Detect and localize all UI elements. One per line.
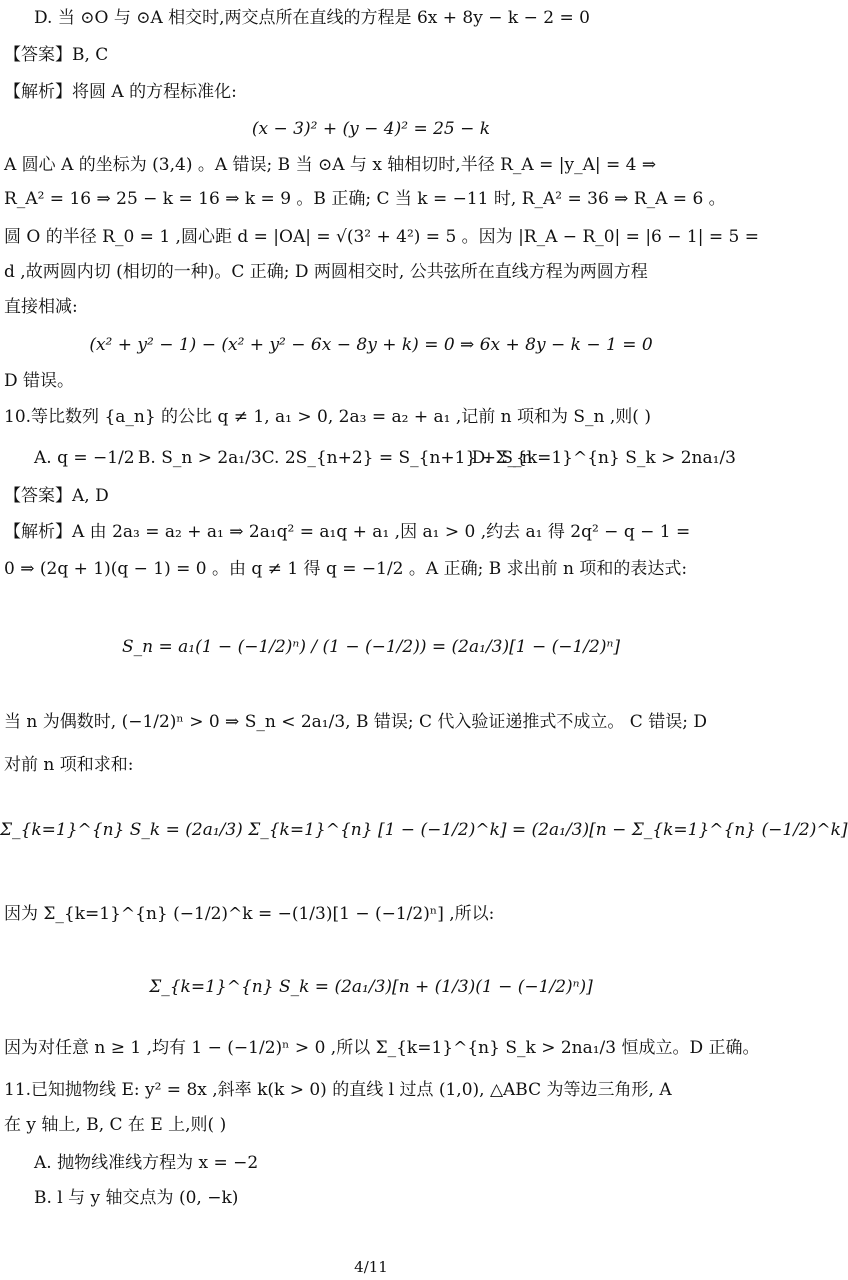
option-10-d: D. Σ_{k=1}^{n} S_k > 2na₁/3 [471,448,736,468]
analysis-intro-9: 【解析】将圆 A 的方程标准化: [4,82,237,102]
page-number: 4/11 [354,1258,388,1276]
analysis-line-d: d ,故两圆内切 (相切的一种)。C 正确; D 两圆相交时, 公共弦所在直线方程为两圆方程 [4,262,648,282]
option-10-c: C. 2S_{n+2} = S_{n+1} + S_n [261,448,533,468]
analysis-10-a-cont: 0 ⇒ (2q + 1)(q − 1) = 0 。由 q ≠ 1 得 q = −1/2 。A 正确; B 求出前 n 项和的表达式: [4,559,688,579]
equation-circle-standard: (x − 3)² + (y − 4)² = 25 − k [251,119,491,139]
analysis-10-because: 因为 Σ_{k=1}^{n} (−1/2)^k = −(1/3)[1 − (−1/2)ⁿ] ,所以: [4,904,495,924]
option-d-circle: D. 当 ⊙O 与 ⊙A 相交时,两交点所在直线的方程是 6x + 8y − k − 2 = 0 [34,8,590,28]
options-10 [34,446,736,470]
analysis-d-wrong: D 错误。 [4,371,75,391]
analysis-line-a: A 圆心 A 的坐标为 (3,4) 。A 错误; B 当 ⊙A 与 x 轴相切时,半径 R_A = |y_A| = 4 ⇒ [4,155,657,175]
equation-sum-sk: Σ_{k=1}^{n} S_k = (2a₁/3) Σ_{k=1}^{n} [1 − (−1/2)^k] = (2a₁/3)[n − Σ_{k=1}^{n} (−1/2)^k] [0,820,848,840]
analysis-line-b: R_A² = 16 ⇒ 25 − k = 16 ⇒ k = 9 。B 正确; C 当 k = −11 时, R_A² = 36 ⇒ R_A = 6 。 [4,189,726,209]
equation-sn: S_n = a₁(1 − (−1/2)ⁿ) / (1 − (−1/2)) = (2a₁/3)[1 − (−1/2)ⁿ] [121,637,621,657]
option-10-b: B. S_n > 2a₁/3 [137,448,262,468]
option-11-b: B. l 与 y 轴交点为 (0, −k) [34,1188,239,1208]
analysis-line-c: 圆 O 的半径 R_0 = 1 ,圆心距 d = |OA| = √(3² + 4²) = 5 。因为 |R_A − R_0| = |6 − 1| = 5 = [4,227,759,247]
option-10-a: A. q = −1/2 [34,448,135,468]
answer-label-10: 【答案】A, D [4,486,109,506]
option-11-a: A. 抛物线准线方程为 x = −2 [34,1153,259,1173]
question-11: 11.已知抛物线 E: y² = 8x ,斜率 k(k > 0) 的直线 l 过点 (1,0), △ABC 为等边三角形, A [4,1080,672,1100]
analysis-line-subtract: 直接相减: [4,297,78,317]
answer-label-9: 【答案】B, C [4,45,109,65]
question-10: 10.等比数列 {a_n} 的公比 q ≠ 1, a₁ > 0, 2a₃ = a₂ + a₁ ,记前 n 项和为 S_n ,则( ) [4,407,651,427]
equation-chord: (x² + y² − 1) − (x² + y² − 6x − 8y + k) = 0 ⇒ 6x + 8y − k − 1 = 0 [89,335,653,355]
equation-sum-sk-final: Σ_{k=1}^{n} S_k = (2a₁/3)[n + (1/3)(1 − (−1/2)ⁿ)] [149,977,593,997]
question-11-cont: 在 y 轴上, B, C 在 E 上,则( ) [4,1115,227,1135]
analysis-10-a: 【解析】A 由 2a₃ = a₂ + a₁ ⇒ 2a₁q² = a₁q + a₁ ,因 a₁ > 0 ,约去 a₁ 得 2q² − q − 1 = [4,522,691,542]
analysis-10-conclusion: 因为对任意 n ≥ 1 ,均有 1 − (−1/2)ⁿ > 0 ,所以 Σ_{k=1}^{n} S_k > 2na₁/3 恒成立。D 正确。 [4,1038,760,1058]
analysis-10-bc: 当 n 为偶数时, (−1/2)ⁿ > 0 ⇒ S_n < 2a₁/3, B 错误; C 代入验证递推式不成立。 C 错误; D [4,712,707,732]
analysis-10-d-intro: 对前 n 项和求和: [4,755,134,775]
